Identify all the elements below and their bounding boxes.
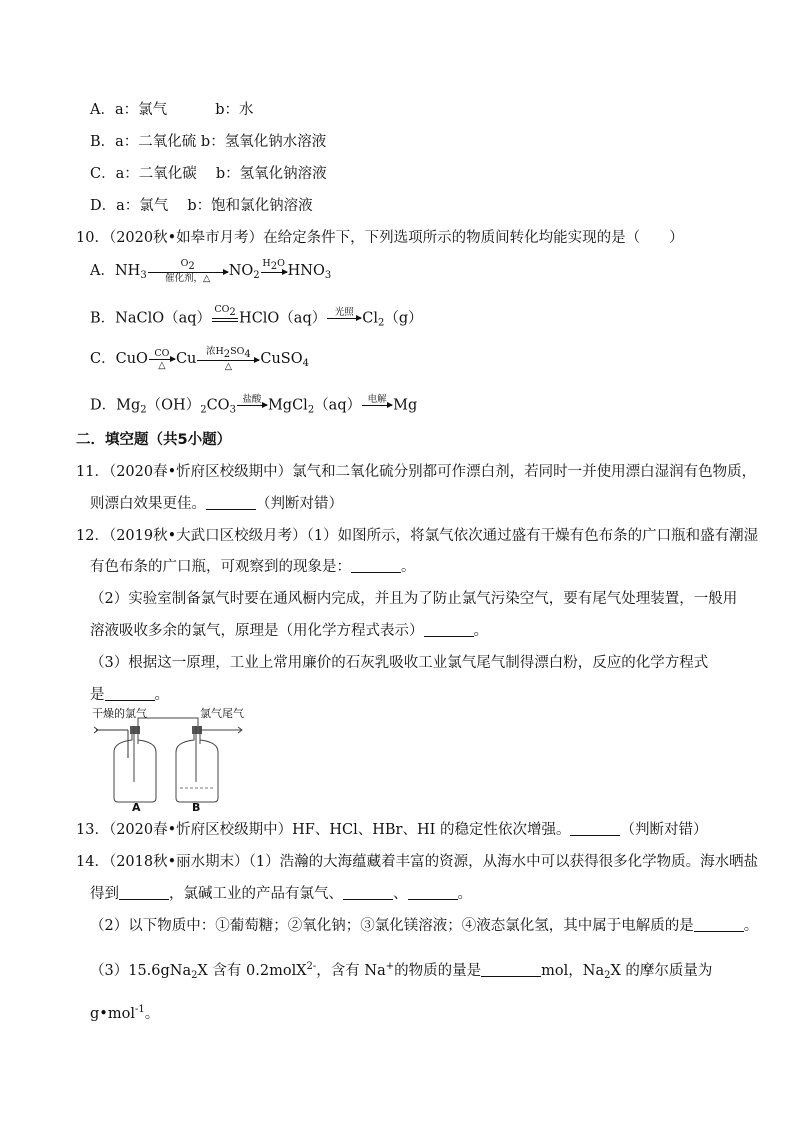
- arrow-top-label: O: [277, 258, 285, 269]
- text: 有色布条的广口瓶，可观察到的现象是：: [90, 559, 351, 575]
- option-label: A．: [90, 263, 115, 279]
- answer-blank[interactable]: [351, 558, 401, 573]
- option-9a: A．a：氯气 b：水: [90, 102, 254, 118]
- text: 的物质的量是: [394, 963, 482, 979]
- answer-blank[interactable]: [119, 885, 169, 900]
- superscript: -1: [134, 1004, 145, 1015]
- question-12-line6: [90, 685, 169, 705]
- reaction-arrow: [149, 348, 175, 371]
- text: （判断对错）: [256, 496, 343, 512]
- formula: NO: [228, 263, 254, 279]
- formula: HNO: [287, 263, 325, 279]
- arrow-top-label: H: [262, 258, 271, 269]
- formula: CO: [206, 397, 230, 414]
- question-11-line2: [90, 494, 343, 514]
- superscript: 2-: [306, 961, 317, 972]
- subscript: 2: [270, 261, 278, 272]
- arrow-top-label: 浓H: [205, 346, 224, 357]
- question-14-line2: [90, 884, 472, 904]
- formula: CuO: [115, 351, 148, 367]
- subscript: 2: [191, 970, 198, 981]
- text: （判断对错）: [620, 822, 708, 838]
- subscript: 2: [200, 404, 207, 416]
- text: 。: [144, 1006, 160, 1022]
- formula: MgCl: [267, 397, 308, 414]
- subscript: 2: [223, 349, 231, 360]
- arrow-top-label: SO: [230, 346, 245, 357]
- text: 则漂白效果更佳。: [90, 496, 206, 512]
- text: 溶液吸收多余的氯气，原理是（用化学方程式表示）: [90, 623, 424, 639]
- option-9d: D．a：氯气 b：饱和氯化钠溶液: [90, 198, 313, 214]
- question-14-line3: [90, 916, 758, 936]
- subscript: 2: [307, 404, 315, 416]
- formula: NH: [114, 263, 141, 279]
- formula: Cl: [362, 310, 378, 327]
- question-14-line5: [90, 1000, 159, 1024]
- subscript: 4: [244, 349, 251, 360]
- subscript: 2: [253, 270, 260, 281]
- question-13: [76, 820, 707, 840]
- answer-blank[interactable]: [694, 917, 744, 932]
- arrow-top-label: 电解: [367, 394, 387, 405]
- text: X 的摩尔质量为: [610, 963, 713, 979]
- reaction-equals: [212, 304, 238, 333]
- question-12-line1: 12．（2019秋•大武口区校级月考）（1）如图所示，将氯气依次通过盛有干燥有色布条的广口瓶和盛有潮湿: [76, 528, 759, 544]
- text: ，氯碱工业的产品有氯气、: [169, 886, 343, 902]
- option-9b: B．a：二氧化硫 b：氢氧化钠水溶液: [90, 134, 327, 150]
- reaction-arrow: [327, 307, 361, 330]
- answer-blank[interactable]: [105, 686, 155, 701]
- arrow-top-label: 光照: [334, 307, 354, 318]
- formula: Cu: [175, 351, 197, 367]
- option-10b: [90, 304, 423, 334]
- text: 。: [743, 918, 759, 934]
- formula: HClO（aq）: [239, 310, 327, 327]
- question-12-line4: [90, 621, 488, 641]
- arrow-bottom-label: △: [224, 361, 233, 372]
- formula: Mg: [116, 397, 141, 414]
- question-10-stem: 10．（2020秋•如皋市月考）在给定条件下，下列选项所示的物质间转化均能实现的是（ ）: [76, 230, 684, 246]
- formula: CuSO: [260, 351, 303, 367]
- formula: NaClO（aq）: [115, 310, 212, 327]
- text: g•mol: [90, 1006, 135, 1022]
- text: X 含有 0.2molX: [197, 963, 307, 979]
- figure-label-a: A: [132, 801, 141, 814]
- question-14-line1: 14．（2018秋•丽水期末）（1）浩瀚的大海蕴藏着丰富的资源，从海水中可以获得很多化学物质。海水晒盐: [76, 854, 759, 870]
- text: ，含有 Na: [316, 963, 386, 979]
- arrow-top-label: CO: [154, 347, 170, 359]
- question-12-line3: （2）实验室制备氯气时要在通风橱内完成，并且为了防止氯气污染空气，要有尾气处理装置，一般用: [90, 591, 738, 607]
- subscript: 2: [377, 317, 385, 329]
- option-label: D．: [90, 397, 117, 414]
- answer-blank[interactable]: [206, 495, 256, 510]
- answer-blank[interactable]: [570, 821, 620, 836]
- subscript: 4: [302, 358, 310, 369]
- reaction-arrow: [197, 346, 259, 372]
- figure-label-b: B: [192, 801, 201, 814]
- option-10c: [90, 346, 309, 374]
- option-10d: [90, 394, 417, 421]
- subscript: 3: [140, 270, 147, 281]
- subscript: 3: [229, 404, 236, 416]
- text: 。: [401, 559, 416, 575]
- question-12-line5: （3）根据这一原理，工业上常用廉价的石灰乳吸收工业氯气尾气制得漂白粉，反应的化学方程式: [90, 655, 709, 671]
- arrow-top-label: CO: [214, 304, 230, 315]
- answer-blank[interactable]: [343, 885, 393, 900]
- figure-label-inlet: 干燥的氯气: [92, 707, 147, 720]
- answer-blank[interactable]: [424, 622, 474, 637]
- question-14-line4: [90, 957, 712, 986]
- apparatus-figure: [92, 707, 252, 815]
- text: 。: [473, 623, 488, 639]
- question-11-line1: 11．（2020春•忻府区校级期中）氯气和二氧化硫分别都可作漂白剂，若同时一并使用漂白湿润有色物质，: [76, 464, 757, 480]
- subscript: 3: [324, 270, 332, 281]
- option-9c: C．a：二氧化碳 b：氢氧化钠溶液: [90, 166, 327, 182]
- reaction-arrow: [362, 394, 392, 417]
- formula: Mg: [393, 397, 418, 414]
- figure-label-outlet: 氯气尾气: [200, 707, 244, 720]
- text: 。: [457, 886, 472, 902]
- arrow-bottom-label: 催化剂，△: [165, 273, 211, 284]
- subscript: 2: [188, 261, 195, 272]
- gas-bottles-diagram: [92, 710, 252, 815]
- text: （3）15.6gNa: [90, 963, 192, 979]
- section-heading: 二．填空题（共5小题）: [76, 432, 232, 448]
- subscript: 2: [140, 404, 147, 416]
- text: 得到: [90, 886, 119, 902]
- text: mol，Na: [541, 963, 605, 979]
- question-12-line2: [90, 557, 416, 577]
- superscript: +: [385, 961, 395, 972]
- arrow-top-label: O: [180, 258, 189, 269]
- answer-blank[interactable]: [481, 962, 541, 977]
- answer-blank[interactable]: [408, 885, 458, 900]
- arrow-bottom-label: △: [158, 359, 166, 371]
- text: 是: [90, 687, 105, 703]
- text: 、: [393, 886, 408, 902]
- option-label: C．: [90, 351, 116, 367]
- text: （2）以下物质中：①葡萄糖；②氧化钠；③氯化镁溶液；④液态氯化氢，其中属于电解质的是: [90, 918, 694, 934]
- text: 13．（2020春•忻府区校级期中）HF、HCl、HBr、HI 的稳定性依次增强。: [76, 822, 571, 838]
- subscript: 2: [229, 307, 236, 318]
- reaction-arrow: [237, 394, 267, 417]
- arrow-top-label: 盐酸: [242, 394, 262, 405]
- formula: （g）: [384, 310, 423, 327]
- formula: （aq）: [314, 397, 362, 414]
- text: 。: [154, 687, 169, 703]
- option-label: B．: [90, 310, 116, 327]
- subscript: 2: [604, 970, 611, 981]
- option-10a: [90, 258, 331, 286]
- formula: （OH）: [146, 397, 201, 414]
- reaction-arrow: [261, 258, 287, 284]
- reaction-arrow: [148, 258, 228, 284]
